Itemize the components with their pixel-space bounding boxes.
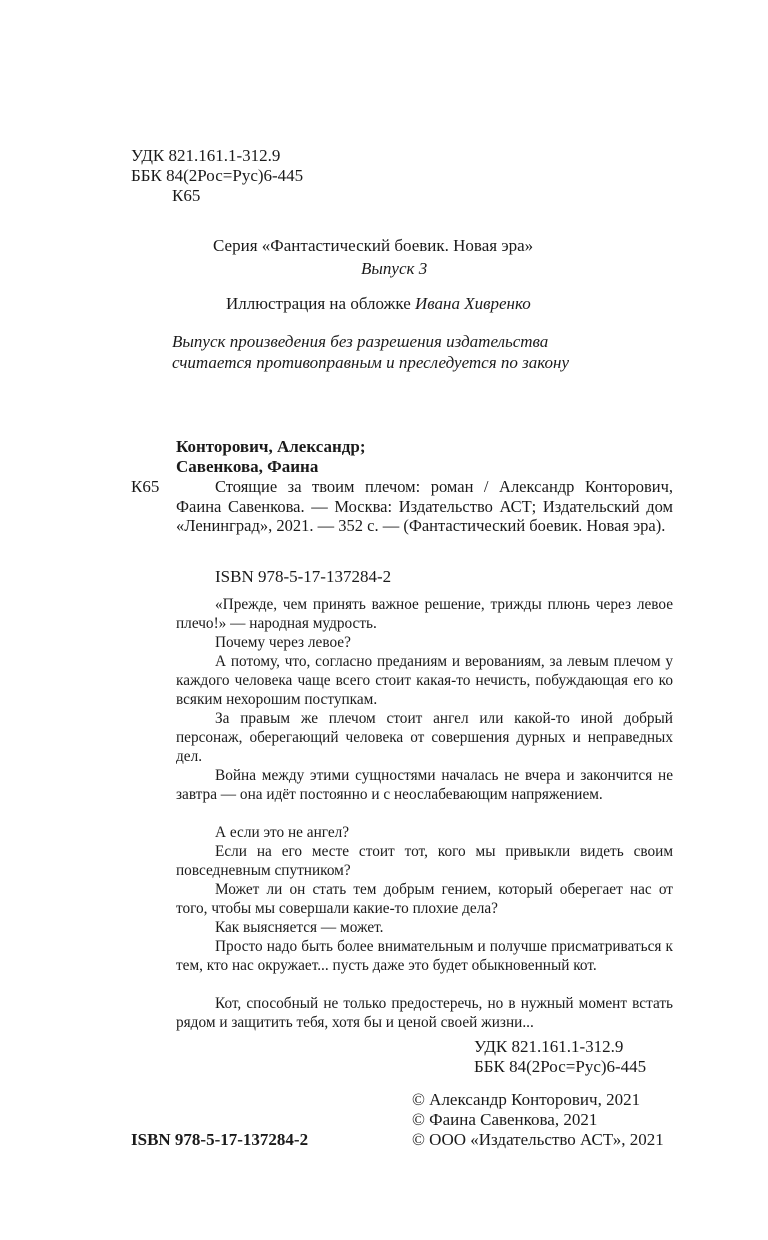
udk-code: УДК 821.161.1-312.9 [131, 146, 281, 165]
author-heading-1: Конторович, Александр; [176, 437, 366, 456]
copyright-line-2: © Фаина Савенкова, 2021 [412, 1110, 598, 1129]
legal-notice-line-1: Выпуск произведения без разрешения издательства [172, 332, 549, 351]
annotation-paragraph-7: Если на его месте стоит тот, кого мы привыкли видеть своим повседневным спутником? [176, 843, 673, 879]
author-mark: К65 [172, 186, 201, 205]
copyright-line-3: © ООО «Издательство АСТ», 2021 [412, 1130, 664, 1149]
annotation-paragraph-2: Почему через левое? [215, 634, 351, 651]
bbk-code-bottom: ББК 84(2Рос=Рус)6-445 [474, 1057, 647, 1076]
legal-notice-line-2: считается противоправным и преследуется по закону [172, 353, 570, 372]
copyright-line-1: © Александр Конторович, 2021 [412, 1090, 641, 1109]
bbk-code: ББК 84(2Рос=Рус)6-445 [131, 166, 304, 185]
author-heading-2: Савенкова, Фаина [176, 457, 319, 476]
annotation-paragraph-10: Просто надо быть более внимательным и получше присматриваться к тем, кто нас окружает... пусть даже это будет обыкновенный кот. [176, 938, 673, 974]
annotation-paragraph-4: За правым же плечом стоит ангел или какой-то иной добрый персонаж, оберегающий человека от совершения дурных и неправедных дел. [176, 710, 673, 765]
annotation-paragraph-8: Может ли он стать тем добрым гением, который оберегает нас от того, чтобы мы совершали какие-то плохие дела? [176, 881, 673, 917]
annotation-paragraph-1: «Прежде, чем принять важное решение, трижды плюнь через левое плечо!» — народная мудрость. [176, 596, 673, 632]
annotation-paragraph-11: Кот, способный не только предостеречь, но в нужный момент встать рядом и защитить тебя, хотя бы и ценой своей жизни... [176, 995, 673, 1031]
illustration-prefix: Иллюстрация на обложке [226, 294, 415, 313]
udk-code-bottom: УДК 821.161.1-312.9 [474, 1037, 624, 1056]
annotation-paragraph-5: Война между этими сущностями началась не вчера и закончится не завтра — она идёт постоянно и с неослабевающим напряжением. [176, 767, 673, 803]
annotation-paragraph-9: Как выясняется — может. [215, 919, 384, 936]
annotation-paragraph-6: А если это не ангел? [215, 824, 350, 841]
isbn-footer: ISBN 978-5-17-137284-2 [131, 1130, 309, 1149]
series-line: Серия «Фантастический боевик. Новая эра» [213, 236, 534, 255]
annotation-paragraph-3: А потому, что, согласно преданиям и верованиям, за левым плечом у каждого человека чаще всего стоит какая-то нечисть, побуждающая его ко всяким нехорошим поступкам. [176, 653, 673, 708]
series-issue: Выпуск 3 [361, 259, 428, 278]
illustration-artist: Ивана Хивренко [415, 294, 531, 313]
illustration-credit [226, 294, 531, 314]
isbn-record: ISBN 978-5-17-137284-2 [215, 567, 392, 586]
index-mark: К65 [131, 477, 160, 496]
bibliographic-description: Стоящие за твоим плечом: роман / Александр Конторович, Фаина Савенкова. — Москва: Издательство АСТ; Издательский дом «Ленинград», 2021. — 352 с. — (Фантастический боевик. Новая эра). [176, 477, 673, 536]
